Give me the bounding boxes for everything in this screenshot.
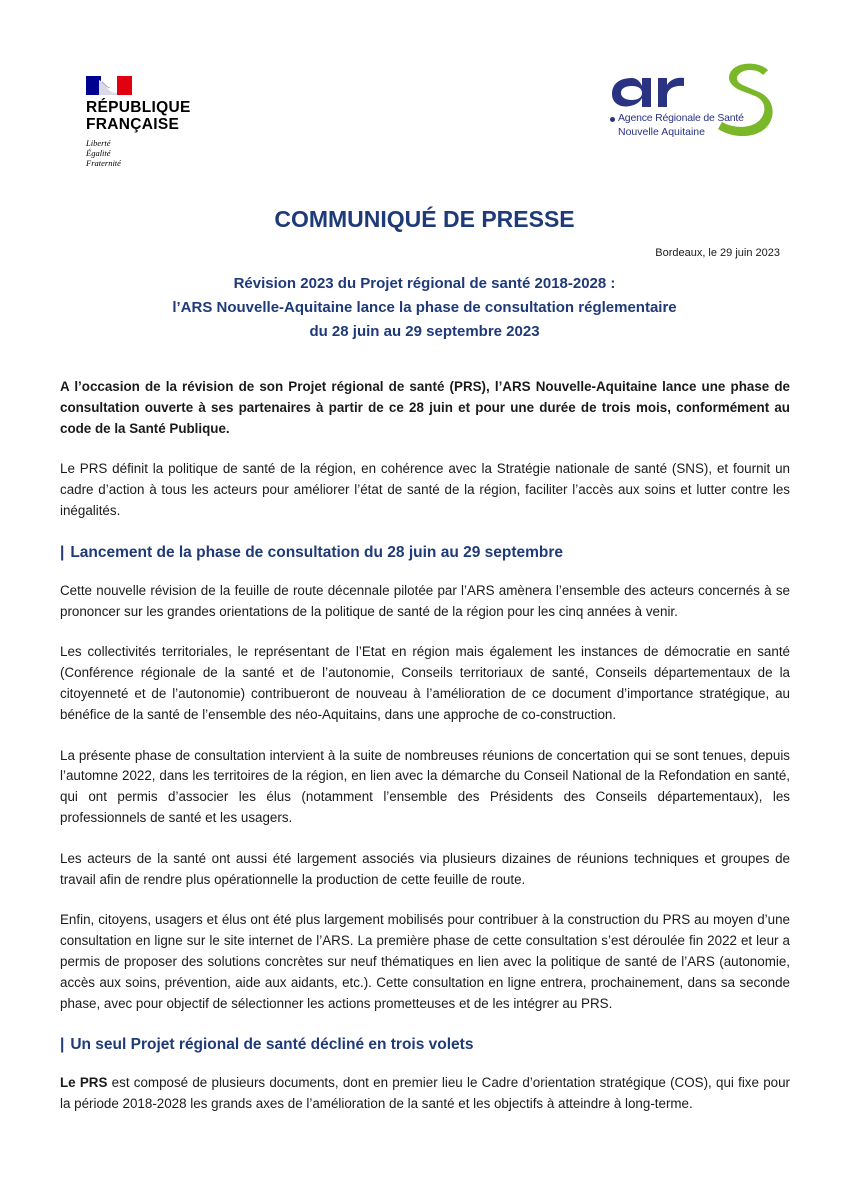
section-marker: |: [60, 1036, 65, 1054]
motto-fraternite: Fraternité: [86, 158, 121, 168]
document-subtitle: [60, 272, 789, 344]
motto-egalite: Égalité: [86, 148, 111, 158]
section1-paragraph-3: La présente phase de consultation intervient à la suite de nombreuses réunions de concertation qui se sont tenues, depuis l’automne 2022, dans les territoires de la région, en lien avec la démarche du Conseil National de la Refondation en santé, qui ont permis d’associer les élus (notamment l’ensemble des Présidents des Conseils départementaux), les professionnels de santé et les usagers.: [60, 747, 790, 825]
subtitle-line-1: Révision 2023 du Projet régional de santé 2018-2028 :: [233, 275, 616, 292]
section1-paragraph-2: Les collectivités territoriales, le représentant de l’Etat en région mais également les instances de démocratie en santé (Conférence régionale de la santé et de l’autonomie, Conseils territoriaux de santé, Conseils départementaux de la citoyenneté et de l’autonomie) contribueront de nouveau à l’amélioration de ce document d’importance stratégique, au bénéfice de la santé de l’ensemble des néo-Aquitains, dans une approche de co-construction.: [60, 644, 790, 722]
section2-paragraph: [60, 1073, 790, 1115]
motto-liberte: Liberté: [86, 138, 111, 148]
document-body: [60, 377, 790, 1135]
section2-lead: Le PRS: [60, 1075, 108, 1091]
republique-motto: [86, 138, 216, 168]
republique-francaise-logo: [86, 76, 216, 168]
ars-nouvelle-aquitaine-logo: [608, 58, 778, 158]
republique-name: [86, 99, 216, 133]
subtitle-line-3: du 28 juin au 29 septembre 2023: [309, 323, 540, 340]
section-marker: |: [60, 543, 65, 561]
republique-name-line2: FRANÇAISE: [86, 116, 180, 133]
section2-text: est composé de plusieurs documents, dont en premier lieu le Cadre d’orientation stratégique (COS), qui fixe pour la période 2018-2028 les grands axes de l’amélioration de la santé et les objectifs à atteindre à long-terme.: [60, 1075, 790, 1112]
section-heading-consultation: [60, 542, 790, 564]
subtitle-line-2: l’ARS Nouvelle-Aquitaine lance la phase de consultation réglementaire: [172, 299, 677, 316]
republique-name-line1: RÉPUBLIQUE: [86, 99, 191, 116]
ars-wordmark-graphic: [608, 58, 778, 158]
prs-definition-paragraph: Le PRS définit la politique de santé de la région, en cohérence avec la Stratégie nationale de santé (SNS), et fournit un cadre d’action à tous les acteurs pour améliorer l’état de santé de la région, faciliter l’accès aux soins et lutter contre les inégalités.: [60, 461, 790, 518]
section-heading-text: Un seul Projet régional de santé décliné en trois volets: [70, 1036, 474, 1054]
section1-paragraph-5: Enfin, citoyens, usagers et élus ont été plus largement mobilisés pour contribuer à la construction du PRS au moyen d’une consultation en ligne sur le site internet de l’ARS. La première phase de cette consultation s’est déroulée fin 2022 et leur a permis de proposer des solutions concrètes sur neuf thématiques en lien avec la politique de santé de l’ARS (autonomie, accès aux soins, prévention, aide aux aidants, etc.). Cette consultation en ligne entrera, prochainement, dans sa seconde phase, avec pour objectif de sélectionner les actions prometteuses et de les intégrer au PRS.: [60, 912, 790, 1011]
section-heading-trois-volets: [60, 1034, 790, 1056]
document-title: COMMUNIQUÉ DE PRESSE: [274, 206, 575, 232]
marianne-flag-icon: [86, 76, 132, 95]
section1-paragraph-1: Cette nouvelle révision de la feuille de route décennale pilotée par l’ARS amènera l’ensemble des acteurs concernés à se prononcer sur les grandes orientations de la politique de santé de la région pour les cinq années à venir.: [60, 582, 790, 619]
section-heading-text: Lancement de la phase de consultation du 28 juin au 29 septembre: [70, 543, 564, 561]
section1-paragraph-4: Les acteurs de la santé ont aussi été largement associés via plusieurs dizaines de réunions techniques et groupes de travail afin de rendre plus opérationnelle la production de cette feuille de route.: [60, 850, 790, 887]
ars-bullet-icon: [610, 117, 615, 122]
ars-line2: Nouvelle Aquitaine: [618, 126, 705, 138]
intro-paragraph: A l’occasion de la révision de son Projet régional de santé (PRS), l’ARS Nouvelle-Aquitaine lance une phase de consultation ouverte à ses partenaires à partir de ce 28 juin et pour une durée de trois mois, conformément au code de la Santé Publique.: [60, 379, 790, 436]
ars-line1: Agence Régionale de Santé: [618, 112, 744, 124]
document-date: Bordeaux, le 29 juin 2023: [655, 247, 780, 259]
